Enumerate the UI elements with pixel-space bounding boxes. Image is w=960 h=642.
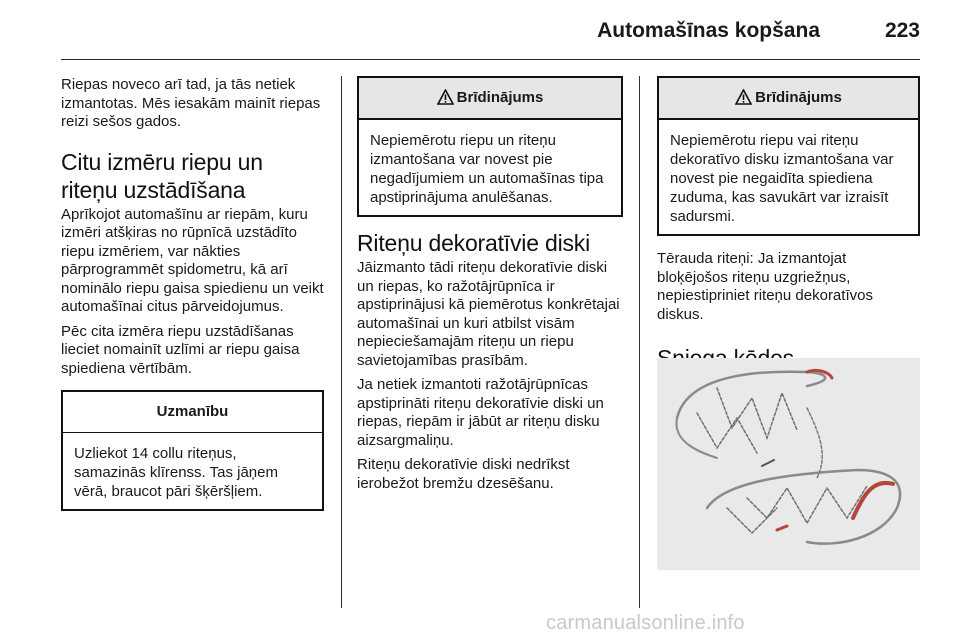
hubcaps-paragraph-3: Riteņu dekoratīvie diski nedrīkst ierobežot bremžu dzesēšanu. — [357, 456, 570, 492]
warning-text: Nepiemērotu riepu un riteņu izmantošana var novest pie negadījumiem un automašīnas tipa apstiprinājuma anulēšanas. — [370, 132, 604, 206]
warning-triangle-icon — [735, 81, 752, 121]
page-number: 223 — [884, 19, 920, 42]
steel-wheels-paragraph: Tērauda riteņi: Ja izmantojat bloķējošos riteņu uzgriežņus, nepiestipriniet riteņu dekoratīvos diskus. — [657, 250, 873, 323]
watermark: carmanualsonline.info — [546, 612, 745, 634]
warning-header — [659, 78, 918, 120]
column-divider-1 — [341, 76, 342, 608]
section-heading-tire-sizes: Citu izmēru riepu un riteņu uzstādīšana — [61, 148, 263, 203]
column-middle — [357, 76, 623, 499]
snow-chains-illustration — [657, 358, 920, 570]
tire-sizes-paragraph-1: Aprīkojot automašīnu ar riepām, kuru izmēri atšķiras no rūpnīcā uzstādīto riepu izmēriem, var nākties pārprogrammēt spidometru, kā arī nominālo riepu gaisa spiedienu un veikt automašīnai citus pārveidojumus. — [61, 205, 324, 315]
notice-box — [61, 390, 324, 511]
section-heading-hubcaps: Riteņu dekoratīvie diski — [357, 230, 590, 256]
warning-box-tires — [357, 76, 623, 217]
column-divider-2 — [639, 76, 640, 608]
intro-paragraph: Riepas noveco arī tad, ja tās netiek izmantotas. Mēs iesakām mainīt riepas reizi sešos gados. — [61, 76, 321, 130]
notice-title: Uzmanību — [63, 392, 322, 433]
page-header-title: Automašīnas kopšana — [597, 19, 820, 42]
column-right — [657, 76, 920, 372]
hubcaps-paragraph-1: Jāizmanto tādi riteņu dekoratīvie diski un riepas, ko ražotājrūpnīca ir apstiprinājusi kā piemērotus konkrētajai automašīnai un kuri atbilst visām nepieciešamajām riteņu un riepu savietojamības prasībām. — [357, 259, 620, 369]
warning-text: Nepiemērotu riepu vai riteņu dekoratīvo disku izmantošana var novest pie negaidīta spiediena zuduma, kas savukārt var izraisīt sadursmi. — [670, 132, 894, 225]
hubcaps-paragraph-2: Ja netiek izmantoti ražotājrūpnīcas apstiprināti riteņu dekoratīvie diski un riepas, riepām ir jābūt ar riteņu disku aizsargmaliņu. — [357, 376, 604, 449]
warning-title: Brīdinājums — [456, 89, 544, 106]
header-divider — [61, 59, 920, 60]
tire-sizes-paragraph-2: Pēc cita izmēra riepu uzstādīšanas lieciet nomainīt uzlīmi ar riepu gaisa spiediena vērtībām. — [61, 322, 300, 377]
warning-triangle-icon — [437, 81, 454, 121]
notice-text: Uzliekot 14 collu riteņus, samazinās klīrenss. Tas jāņem vērā, braucot pāri šķēršļiem. — [74, 445, 278, 500]
column-left — [61, 76, 324, 511]
warning-header — [359, 78, 621, 120]
warning-box-hubcaps — [657, 76, 920, 236]
snow-chain-drawing — [657, 358, 920, 570]
warning-title: Brīdinājums — [755, 89, 842, 106]
